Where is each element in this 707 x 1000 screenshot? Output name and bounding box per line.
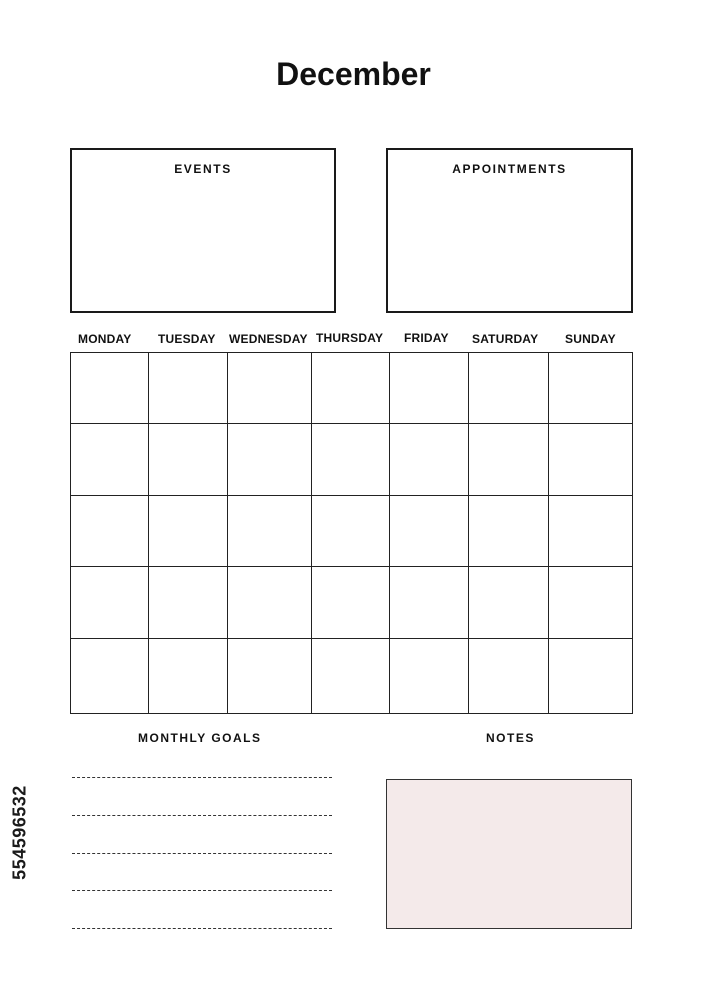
calendar-day-cell[interactable] <box>468 566 549 639</box>
goal-line[interactable] <box>72 853 332 854</box>
day-header-wednesday: WEDNESDAY <box>229 332 308 346</box>
calendar-day-cell[interactable] <box>468 495 549 567</box>
calendar-day-cell[interactable] <box>227 423 312 496</box>
calendar-day-cell[interactable] <box>548 352 633 424</box>
day-header-sunday: SUNDAY <box>565 332 616 346</box>
calendar-day-cell[interactable] <box>389 566 469 639</box>
day-header-monday: MONDAY <box>78 332 132 346</box>
day-header-tuesday: TUESDAY <box>158 332 216 346</box>
calendar-day-cell[interactable] <box>70 352 149 424</box>
calendar-day-cell[interactable] <box>227 352 312 424</box>
calendar-day-cell[interactable] <box>148 423 228 496</box>
calendar-day-cell[interactable] <box>70 495 149 567</box>
calendar-day-cell[interactable] <box>227 566 312 639</box>
calendar-grid <box>70 352 632 713</box>
calendar-day-cell[interactable] <box>548 566 633 639</box>
calendar-day-cell[interactable] <box>70 638 149 714</box>
calendar-day-cell[interactable] <box>227 638 312 714</box>
day-header-friday: FRIDAY <box>404 331 449 345</box>
goal-line[interactable] <box>72 815 332 816</box>
goal-line[interactable] <box>72 777 332 778</box>
goal-line[interactable] <box>72 928 332 929</box>
notes-label: NOTES <box>486 731 535 745</box>
calendar-day-cell[interactable] <box>148 638 228 714</box>
watermark-id: 554596532 <box>9 785 30 880</box>
calendar-day-cell[interactable] <box>311 638 390 714</box>
events-label: EVENTS <box>174 162 232 176</box>
calendar-day-cell[interactable] <box>70 423 149 496</box>
calendar-day-cell[interactable] <box>468 352 549 424</box>
calendar-day-cell[interactable] <box>468 423 549 496</box>
calendar-day-cell[interactable] <box>548 423 633 496</box>
day-header-saturday: SATURDAY <box>472 332 539 346</box>
calendar-day-cell[interactable] <box>70 566 149 639</box>
events-box[interactable] <box>70 148 336 313</box>
monthly-goals-label: MONTHLY GOALS <box>138 731 262 745</box>
calendar-day-cell[interactable] <box>548 638 633 714</box>
calendar-day-cell[interactable] <box>389 352 469 424</box>
calendar-day-cell[interactable] <box>148 566 228 639</box>
calendar-day-cell[interactable] <box>311 423 390 496</box>
calendar-day-cell[interactable] <box>227 495 312 567</box>
appointments-box[interactable] <box>386 148 633 313</box>
calendar-day-cell[interactable] <box>468 638 549 714</box>
calendar-day-cell[interactable] <box>311 352 390 424</box>
day-header-thursday: THURSDAY <box>316 331 384 345</box>
calendar-day-cell[interactable] <box>148 352 228 424</box>
calendar-day-cell[interactable] <box>311 566 390 639</box>
calendar-day-cell[interactable] <box>148 495 228 567</box>
calendar-day-cell[interactable] <box>311 495 390 567</box>
goal-line[interactable] <box>72 890 332 891</box>
notes-box[interactable] <box>386 779 632 929</box>
appointments-label: APPOINTMENTS <box>452 162 567 176</box>
calendar-day-cell[interactable] <box>389 423 469 496</box>
calendar-day-cell[interactable] <box>548 495 633 567</box>
calendar-day-cell[interactable] <box>389 638 469 714</box>
page-title: December <box>276 56 431 92</box>
calendar-day-cell[interactable] <box>389 495 469 567</box>
